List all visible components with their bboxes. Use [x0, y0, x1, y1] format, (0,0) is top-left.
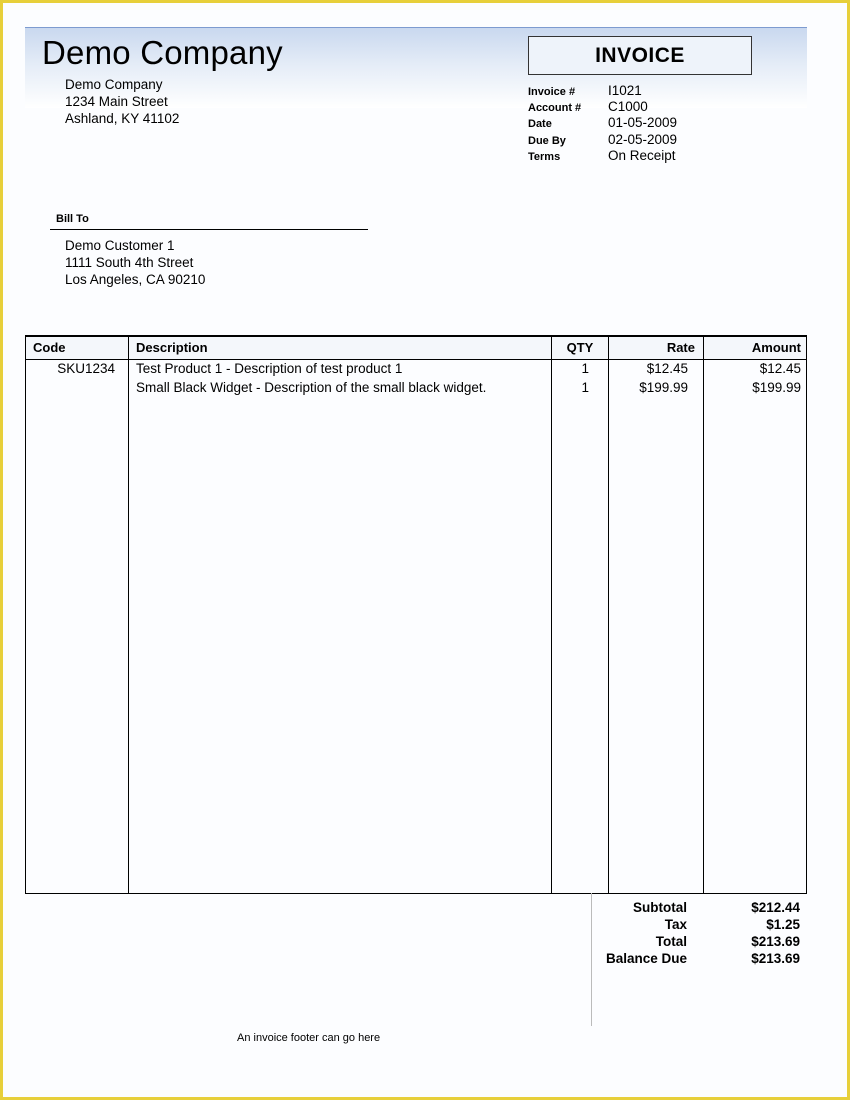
due-by-value: 02-05-2009	[608, 131, 678, 147]
due-by-label: Due By	[528, 134, 566, 147]
terms-value: On Receipt	[608, 147, 676, 163]
column-divider	[703, 337, 704, 893]
row-description: Small Black Widget - Description of the small black widget.	[136, 380, 487, 395]
column-divider	[551, 337, 552, 893]
row-amount: $199.99	[752, 380, 801, 395]
column-divider	[128, 337, 129, 893]
invoice-title: INVOICE	[528, 36, 752, 75]
totals-labels	[606, 899, 687, 967]
tax-label: Tax	[664, 917, 687, 932]
company-name: Demo Company	[42, 34, 283, 71]
bill-to-address	[65, 237, 205, 288]
balance-due-value: $213.69	[751, 951, 800, 966]
bill-to-address-line: Demo Customer 1	[65, 238, 175, 253]
date-label: Date	[528, 118, 552, 131]
account-number-value: C1000	[608, 99, 648, 115]
row-rate: $12.45	[646, 361, 688, 376]
total-label: Total	[655, 934, 687, 949]
header-code: Code	[33, 340, 66, 355]
company-address-line: Demo Company	[65, 77, 163, 92]
tax-value: $1.25	[766, 917, 800, 932]
row-rate: $199.99	[639, 380, 688, 395]
row-amount: $12.45	[759, 361, 801, 376]
totals-values	[751, 899, 800, 967]
bill-to-label: Bill To	[56, 213, 89, 225]
invoice-number-value: I1021	[608, 83, 642, 98]
invoice-footer: An invoice footer can go here	[237, 1032, 381, 1044]
table-row	[26, 361, 806, 380]
date-value: 01-05-2009	[608, 115, 678, 131]
totals-divider	[591, 893, 592, 1026]
table-row	[26, 380, 806, 399]
invoice-meta-labels	[528, 84, 581, 165]
invoice-number-label: Invoice #	[528, 86, 576, 98]
subtotal-value: $212.44	[751, 900, 800, 915]
table-header-row	[26, 337, 806, 360]
account-number-label: Account #	[528, 102, 582, 115]
row-qty: 1	[581, 380, 589, 395]
invoice-meta-values	[608, 83, 677, 164]
header-qty: QTY	[566, 340, 594, 355]
balance-due-label: Balance Due	[605, 951, 687, 966]
bill-to-divider	[50, 229, 368, 230]
header-amount: Amount	[751, 340, 801, 355]
bill-to-address-line: Los Angeles, CA 90210	[65, 272, 206, 287]
header-rate: Rate	[666, 340, 695, 355]
subtotal-label: Subtotal	[633, 900, 687, 915]
header-description: Description	[136, 340, 208, 355]
row-description: Test Product 1 - Description of test product 1	[136, 361, 403, 376]
company-address-line: 1234 Main Street	[65, 94, 168, 109]
line-items-table	[25, 335, 807, 894]
company-address-line: Ashland, KY 41102	[65, 111, 180, 126]
row-code: SKU1234	[57, 361, 115, 376]
terms-label: Terms	[528, 150, 561, 163]
row-qty: 1	[581, 361, 589, 376]
column-divider	[608, 337, 609, 893]
company-address	[65, 76, 179, 127]
bill-to-address-line: 1111 South 4th Street	[65, 255, 194, 270]
total-value: $213.69	[751, 934, 800, 949]
